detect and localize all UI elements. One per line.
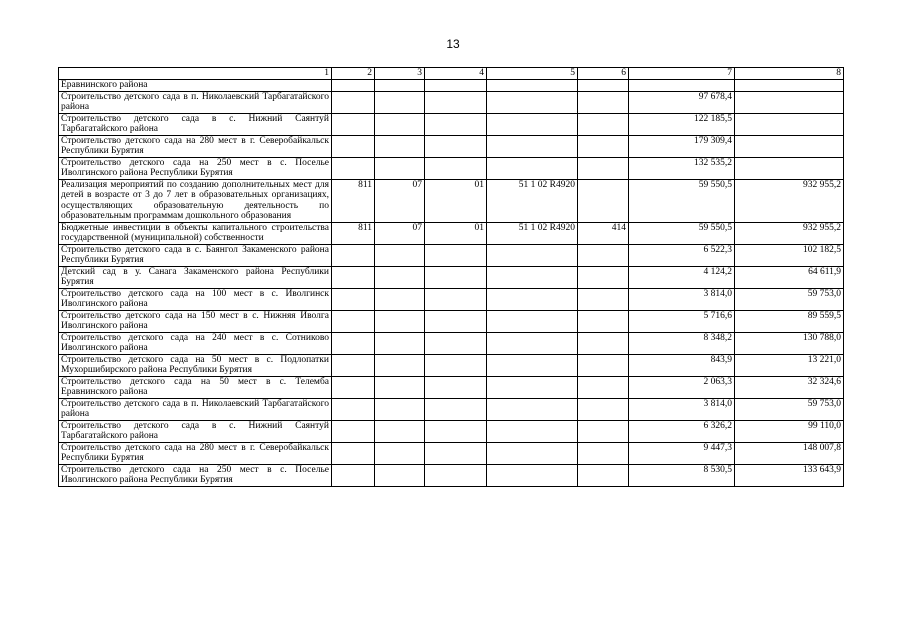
admin-code-cell [332, 288, 375, 310]
page-number: 13 [446, 37, 460, 51]
amount-col7-cell [629, 80, 735, 92]
amount-col8-cell: 59 753,0 [735, 288, 844, 310]
subsection-cell [425, 310, 487, 332]
amount-col7-cell: 179 309,4 [629, 135, 735, 157]
admin-code-cell [332, 91, 375, 113]
amount-col7-cell: 59 550,5 [629, 222, 735, 244]
expense-type-cell [578, 266, 629, 288]
header-row [59, 68, 844, 80]
description-cell: Реализация мероприятий по созданию дополнительных мест для детей в возрасте от 3 до 7 лет в образовательных организациях, осуществляющих образовательную деятельность по образовательным программам дошкольного образования [59, 179, 332, 222]
target-article-cell [487, 157, 578, 179]
table-row [59, 464, 844, 486]
subsection-cell [425, 266, 487, 288]
amount-col7-cell: 97 678,4 [629, 91, 735, 113]
amount-col7-cell: 8 530,5 [629, 464, 735, 486]
amount-col8-cell: 133 643,9 [735, 464, 844, 486]
expense-type-cell [578, 420, 629, 442]
table-row [59, 376, 844, 398]
expense-type-cell [578, 113, 629, 135]
description-cell: Строительство детского сада на 50 мест в с. Телемба Еравнинского района [59, 376, 332, 398]
expense-type-cell: 414 [578, 222, 629, 244]
header-cell-6: 6 [578, 68, 629, 80]
subsection-cell [425, 80, 487, 92]
target-article-cell [487, 332, 578, 354]
table-row [59, 80, 844, 92]
section-cell [375, 80, 425, 92]
amount-col7-cell: 3 814,0 [629, 288, 735, 310]
amount-col8-cell [735, 135, 844, 157]
table-row [59, 310, 844, 332]
expense-type-cell [578, 157, 629, 179]
header-cell-2: 2 [332, 68, 375, 80]
admin-code-cell [332, 157, 375, 179]
subsection-cell: 01 [425, 179, 487, 222]
target-article-cell [487, 91, 578, 113]
section-cell [375, 266, 425, 288]
table-row [59, 442, 844, 464]
header-cell-1: 1 [59, 68, 332, 80]
admin-code-cell [332, 244, 375, 266]
table-row [59, 244, 844, 266]
subsection-cell: 01 [425, 222, 487, 244]
header-cell-5: 5 [487, 68, 578, 80]
description-cell: Строительство детского сада на 280 мест в г. Северобайкальск Республики Бурятия [59, 135, 332, 157]
target-article-cell [487, 113, 578, 135]
subsection-cell [425, 332, 487, 354]
admin-code-cell [332, 135, 375, 157]
subsection-cell [425, 442, 487, 464]
admin-code-cell: 811 [332, 179, 375, 222]
amount-col8-cell [735, 91, 844, 113]
admin-code-cell [332, 113, 375, 135]
target-article-cell [487, 310, 578, 332]
section-cell [375, 398, 425, 420]
table-row [59, 157, 844, 179]
amount-col8-cell: 64 611,9 [735, 266, 844, 288]
admin-code-cell [332, 310, 375, 332]
expense-type-cell [578, 91, 629, 113]
description-cell: Строительство детского сада в п. Николаевский Тарбагатайского района [59, 91, 332, 113]
subsection-cell [425, 113, 487, 135]
subsection-cell [425, 376, 487, 398]
budget-table [58, 67, 844, 487]
amount-col7-cell: 4 124,2 [629, 266, 735, 288]
header-cell-7: 7 [629, 68, 735, 80]
section-cell [375, 420, 425, 442]
admin-code-cell [332, 442, 375, 464]
description-cell: Детский сад в у. Санага Закаменского района Республики Бурятия [59, 266, 332, 288]
target-article-cell [487, 354, 578, 376]
table-row [59, 354, 844, 376]
table-row [59, 332, 844, 354]
expense-type-cell [578, 179, 629, 222]
admin-code-cell [332, 332, 375, 354]
admin-code-cell [332, 80, 375, 92]
description-cell: Строительство детского сада на 280 мест в г. Северобайкальск Республики Бурятия [59, 442, 332, 464]
table-row [59, 113, 844, 135]
amount-col7-cell: 3 814,0 [629, 398, 735, 420]
table-row [59, 420, 844, 442]
section-cell [375, 113, 425, 135]
description-cell: Строительство детского сада в с. Нижний Саянтуй Тарбагатайского района [59, 420, 332, 442]
expense-type-cell [578, 464, 629, 486]
table-row [59, 179, 844, 222]
amount-col7-cell: 843,9 [629, 354, 735, 376]
amount-col7-cell: 8 348,2 [629, 332, 735, 354]
amount-col7-cell: 59 550,5 [629, 179, 735, 222]
section-cell [375, 332, 425, 354]
subsection-cell [425, 288, 487, 310]
table-body [59, 68, 844, 487]
target-article-cell: 51 1 02 R4920 [487, 222, 578, 244]
header-cell-8: 8 [735, 68, 844, 80]
amount-col8-cell: 932 955,2 [735, 222, 844, 244]
target-article-cell [487, 80, 578, 92]
table-row [59, 398, 844, 420]
amount-col8-cell [735, 80, 844, 92]
header-cell-4: 4 [425, 68, 487, 80]
amount-col8-cell [735, 157, 844, 179]
description-cell: Строительство детского сада на 150 мест в с. Нижняя Иволга Иволгинского района [59, 310, 332, 332]
amount-col8-cell: 99 110,0 [735, 420, 844, 442]
table-row [59, 288, 844, 310]
amount-col8-cell: 13 221,0 [735, 354, 844, 376]
description-cell: Строительство детского сада в с. Баянгол Закаменского района Республики Бурятия [59, 244, 332, 266]
section-cell [375, 288, 425, 310]
expense-type-cell [578, 288, 629, 310]
target-article-cell [487, 266, 578, 288]
section-cell [375, 354, 425, 376]
subsection-cell [425, 398, 487, 420]
admin-code-cell [332, 376, 375, 398]
admin-code-cell: 811 [332, 222, 375, 244]
expense-type-cell [578, 244, 629, 266]
description-cell: Строительство детского сада на 240 мест в с. Сотниково Иволгинского района [59, 332, 332, 354]
amount-col8-cell: 102 182,5 [735, 244, 844, 266]
section-cell [375, 91, 425, 113]
subsection-cell [425, 354, 487, 376]
expense-type-cell [578, 80, 629, 92]
header-cell-3: 3 [375, 68, 425, 80]
admin-code-cell [332, 398, 375, 420]
description-cell: Строительство детского сада в п. Николаевский Тарбагатайского района [59, 398, 332, 420]
expense-type-cell [578, 398, 629, 420]
target-article-cell [487, 464, 578, 486]
table-row [59, 266, 844, 288]
target-article-cell [487, 288, 578, 310]
amount-col8-cell: 130 788,0 [735, 332, 844, 354]
description-cell: Строительство детского сада на 50 мест в с. Подлопатки Мухоршибирского района Республики Бурятия [59, 354, 332, 376]
amount-col8-cell: 932 955,2 [735, 179, 844, 222]
admin-code-cell [332, 420, 375, 442]
description-cell: Строительство детского сада на 250 мест в с. Поселье Иволгинского района Республики Бурятия [59, 464, 332, 486]
section-cell [375, 157, 425, 179]
expense-type-cell [578, 442, 629, 464]
target-article-cell [487, 135, 578, 157]
subsection-cell [425, 464, 487, 486]
amount-col7-cell: 122 185,5 [629, 113, 735, 135]
admin-code-cell [332, 354, 375, 376]
amount-col8-cell: 89 559,5 [735, 310, 844, 332]
section-cell [375, 135, 425, 157]
expense-type-cell [578, 376, 629, 398]
expense-type-cell [578, 135, 629, 157]
amount-col8-cell: 59 753,0 [735, 398, 844, 420]
section-cell [375, 464, 425, 486]
amount-col7-cell: 2 063,3 [629, 376, 735, 398]
target-article-cell [487, 398, 578, 420]
section-cell: 07 [375, 179, 425, 222]
expense-type-cell [578, 332, 629, 354]
amount-col7-cell: 9 447,3 [629, 442, 735, 464]
target-article-cell [487, 442, 578, 464]
amount-col8-cell: 148 007,8 [735, 442, 844, 464]
expense-type-cell [578, 310, 629, 332]
section-cell [375, 442, 425, 464]
amount-col7-cell: 6 326,2 [629, 420, 735, 442]
amount-col7-cell: 6 522,3 [629, 244, 735, 266]
description-cell: Строительство детского сада на 100 мест в с. Иволгинск Иволгинского района [59, 288, 332, 310]
target-article-cell [487, 420, 578, 442]
amount-col7-cell: 132 535,2 [629, 157, 735, 179]
subsection-cell [425, 420, 487, 442]
description-cell: Строительство детского сада в с. Нижний Саянтуй Тарбагатайского района [59, 113, 332, 135]
table-row [59, 222, 844, 244]
table-row [59, 135, 844, 157]
subsection-cell [425, 157, 487, 179]
subsection-cell [425, 244, 487, 266]
section-cell [375, 376, 425, 398]
section-cell [375, 244, 425, 266]
admin-code-cell [332, 464, 375, 486]
expense-type-cell [578, 354, 629, 376]
description-cell: Еравнинского района [59, 80, 332, 92]
target-article-cell [487, 376, 578, 398]
amount-col7-cell: 5 716,6 [629, 310, 735, 332]
table-row [59, 91, 844, 113]
amount-col8-cell: 32 324,6 [735, 376, 844, 398]
target-article-cell [487, 244, 578, 266]
description-cell: Бюджетные инвестиции в объекты капитального строительства государственной (муниципальной) собственности [59, 222, 332, 244]
subsection-cell [425, 135, 487, 157]
section-cell [375, 310, 425, 332]
subsection-cell [425, 91, 487, 113]
section-cell: 07 [375, 222, 425, 244]
description-cell: Строительство детского сада на 250 мест в с. Поселье Иволгинского района Республики Бурятия [59, 157, 332, 179]
target-article-cell: 51 1 02 R4920 [487, 179, 578, 222]
admin-code-cell [332, 266, 375, 288]
amount-col8-cell [735, 113, 844, 135]
